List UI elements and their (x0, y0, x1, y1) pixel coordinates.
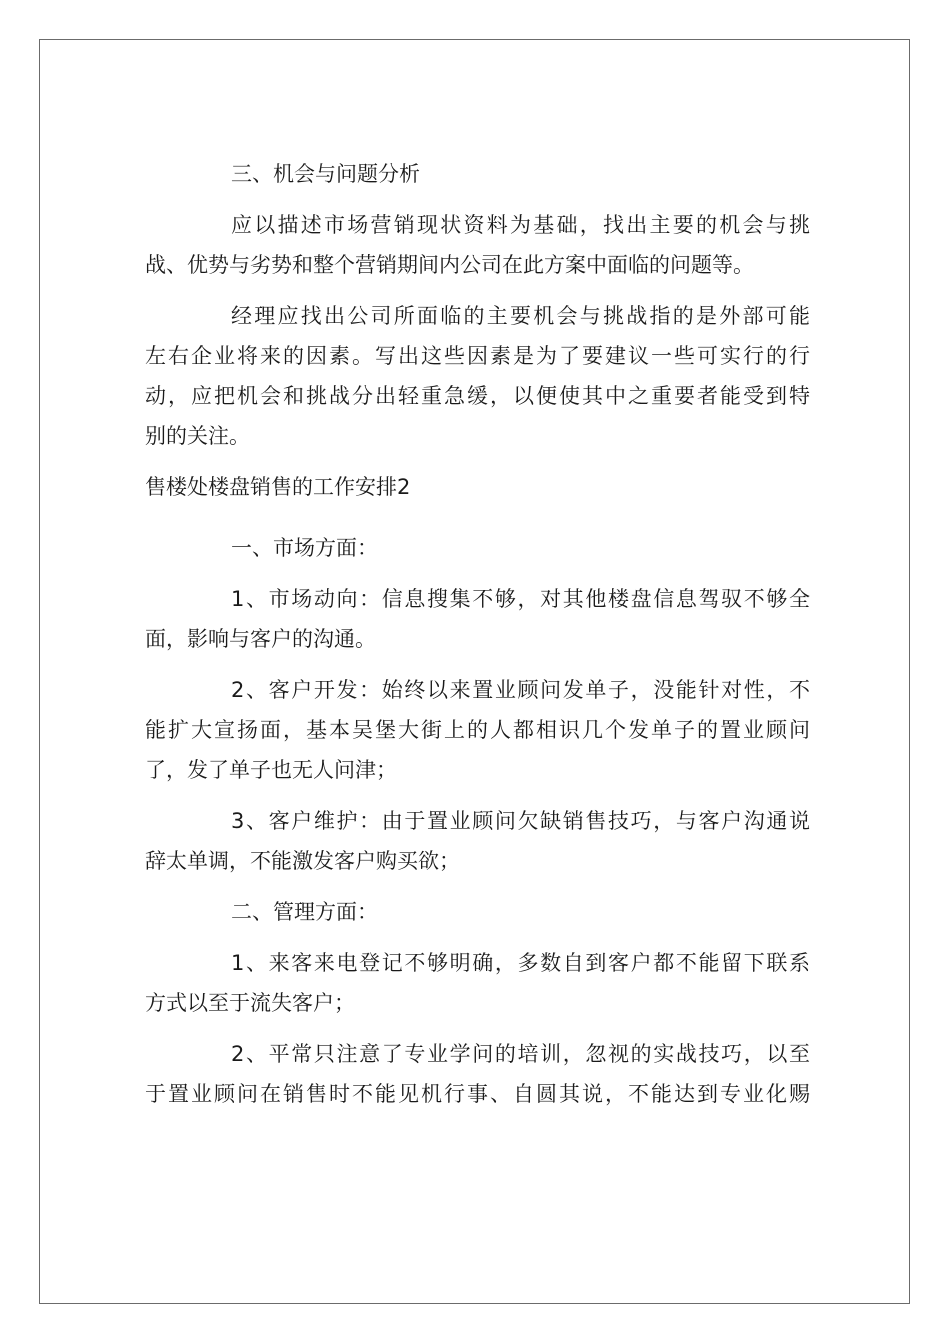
text-line: 应以描述市场营销现状资料为基础，找出主要的机会与挑 (231, 213, 810, 237)
section-title-work-arrangement: 售楼处楼盘销售的工作安排2 (145, 475, 411, 499)
text-line: 3、客户维护：由于置业顾问欠缺销售技巧，与客户沟通说 (231, 809, 810, 833)
text-line: 2、客户开发：始终以来置业顾问发单子，没能针对性，不 (231, 678, 810, 702)
text-line: 左右企业将来的因素。写出这些因素是为了要建议一些可实行的行 (145, 344, 810, 368)
text-line: 1、来客来电登记不够明确，多数自到客户都不能留下联系 (231, 951, 810, 975)
market-item-trend (145, 579, 810, 659)
management-item-training (145, 1034, 810, 1114)
market-heading: 一、市场方面： (231, 536, 378, 560)
text-line: 面，影响与客户的沟通。 (145, 627, 376, 651)
text-line: 战、优势与劣势和整个营销期间内公司在此方案中面临的问题等。 (145, 253, 754, 277)
market-item-customer-development (145, 670, 810, 790)
market-item-customer-maintenance (145, 801, 810, 881)
text-line: 了，发了单子也无人问津； (145, 758, 397, 782)
management-item-registration (145, 943, 810, 1023)
text-line: 辞太单调，不能激发客户购买欲； (145, 849, 460, 873)
text-line: 2、平常只注意了专业学问的培训，忽视的实战技巧，以至 (231, 1042, 810, 1066)
text-line: 动，应把机会和挑战分出轻重急缓，以便使其中之重要者能受到特 (145, 384, 810, 408)
management-heading: 二、管理方面： (231, 900, 378, 924)
text-line: 于置业顾问在销售时不能见机行事、自圆其说，不能达到专业化赐 (145, 1082, 810, 1106)
text-line: 1、市场动向：信息搜集不够，对其他楼盘信息驾驭不够全 (231, 587, 810, 611)
text-line: 别的关注。 (145, 424, 250, 448)
paragraph-analysis-basis (145, 205, 810, 285)
text-line: 经理应找出公司所面临的主要机会与挑战指的是外部可能 (231, 304, 810, 328)
paragraph-manager-opportunities (145, 296, 810, 456)
section-heading-opportunities: 三、机会与问题分析 (231, 162, 420, 186)
text-line: 方式以至于流失客户； (145, 991, 355, 1015)
document-body (145, 154, 810, 1114)
text-line: 能扩大宣扬面，基本吴堡大街上的人都相识几个发单子的置业顾问 (145, 718, 810, 742)
